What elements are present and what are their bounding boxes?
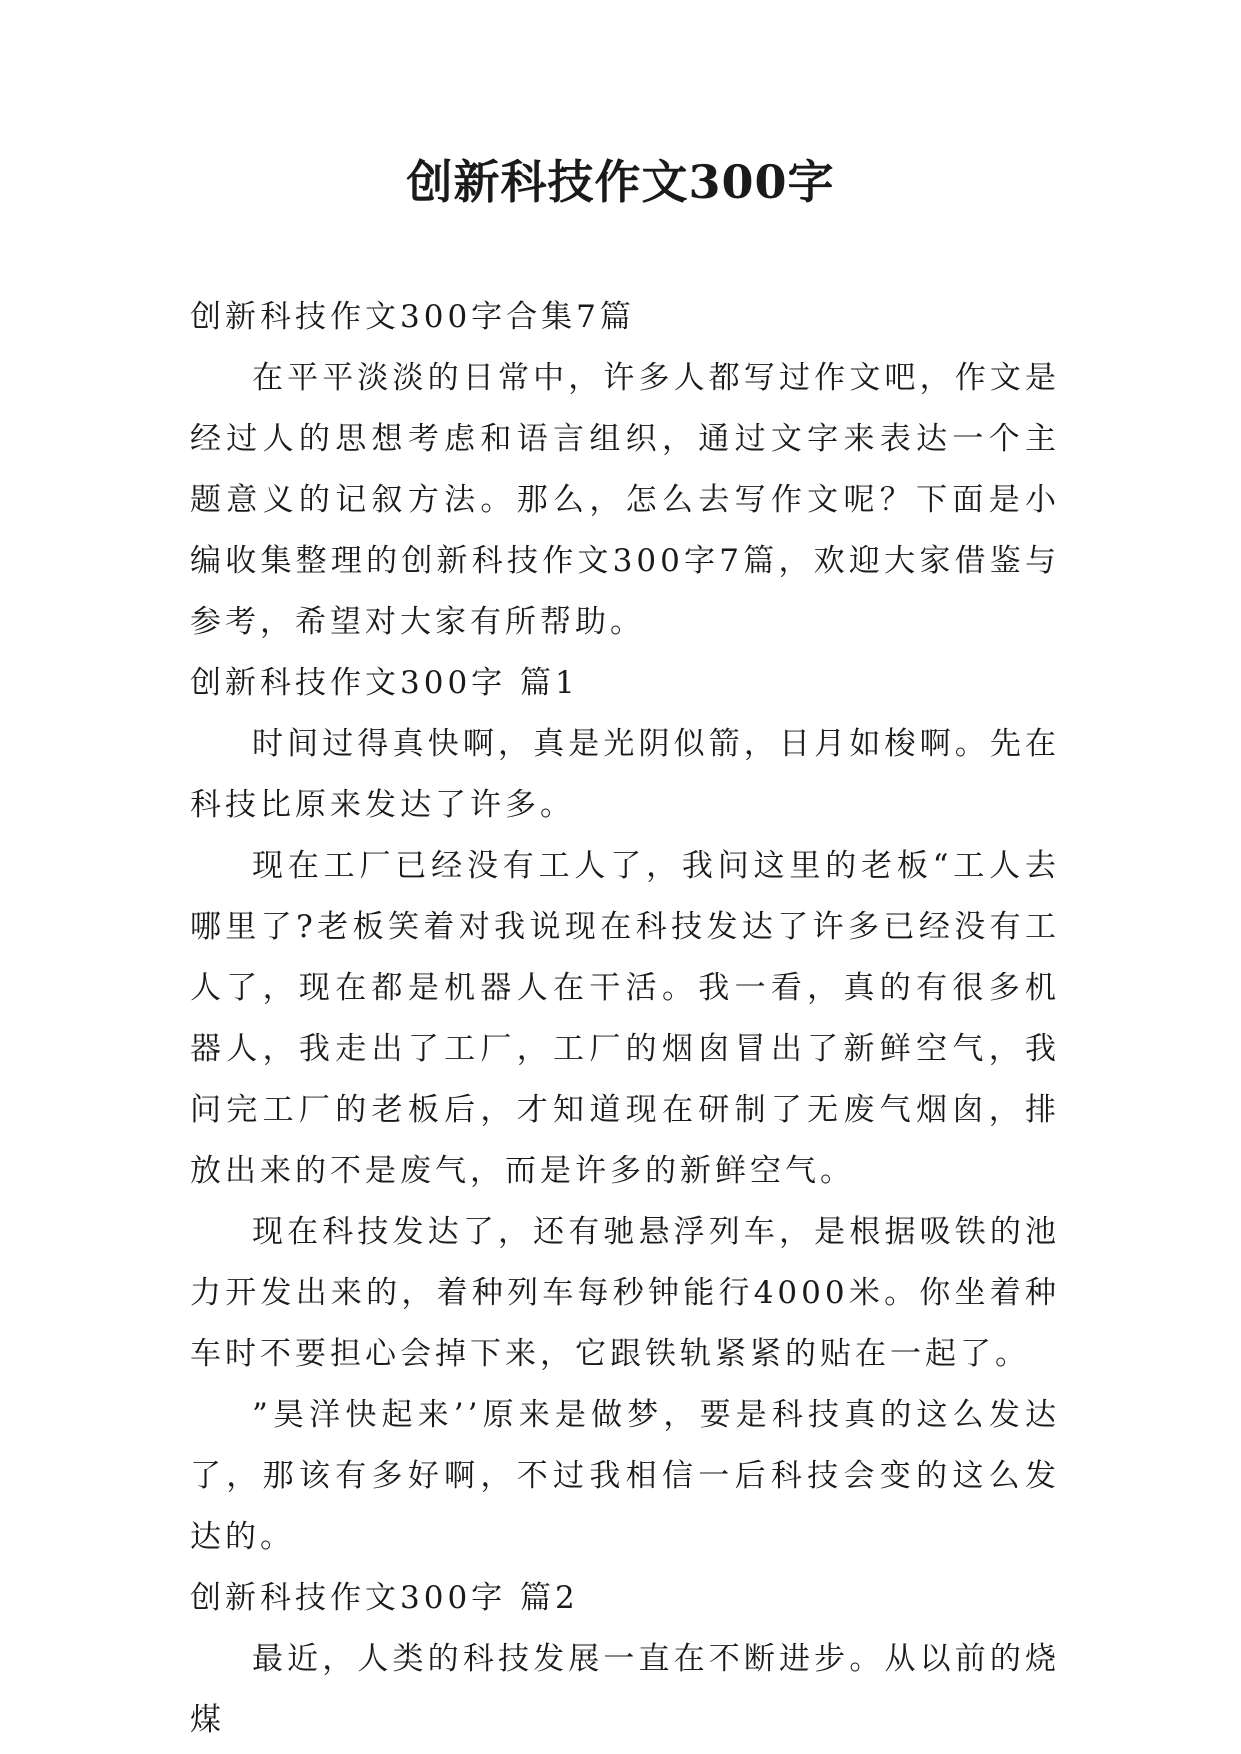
section1-paragraph-4: ”昊洋快起来’’原来是做梦，要是科技真的这么发达了，那该有多好啊，不过我相信一后科技会变的这么发达的。: [190, 1397, 1060, 1555]
section1-paragraph-2: 现在工厂已经没有工人了，我问这里的老板“工人去哪里了?老板笑着对我说现在科技发达了许多已经没有工人了，现在都是机器人在干活。我一看，真的有很多机器人，我走出了工厂，工厂的烟囱冒出了新鲜空气，我问完工厂的老板后，才知道现在研制了无废气烟囱，排放出来的不是废气，而是许多的新鲜空气。: [190, 848, 1060, 1189]
collection-heading: 创新科技作文300字合集7篇: [190, 299, 635, 335]
section2-paragraph-1: 最近，人类的科技发展一直在不断进步。从以前的烧煤: [190, 1641, 1060, 1738]
section1-paragraph-1: 时间过得真快啊，真是光阴似箭，日月如梭啊。先在科技比原来发达了许多。: [190, 726, 1060, 823]
section1-paragraph-3: 现在科技发达了，还有驰悬浮列车，是根据吸铁的池力开发出来的，着种列车每秒钟能行4000米。你坐着种车时不要担心会掉下来，它跟铁轨紧紧的贴在一起了。: [190, 1214, 1060, 1372]
document-title: 创新科技作文300字: [406, 155, 835, 209]
intro-paragraph: 在平平淡淡的日常中，许多人都写过作文吧，作文是经过人的思想考虑和语言组织，通过文字来表达一个主题意义的记叙方法。那么，怎么去写作文呢？下面是小编收集整理的创新科技作文300字7篇，欢迎大家借鉴与参考，希望对大家有所帮助。: [190, 360, 1060, 640]
section-heading-1: 创新科技作文300字 篇1: [190, 665, 579, 701]
document-body: [190, 287, 1060, 1751]
section-heading-2: 创新科技作文300字 篇2: [190, 1580, 579, 1616]
